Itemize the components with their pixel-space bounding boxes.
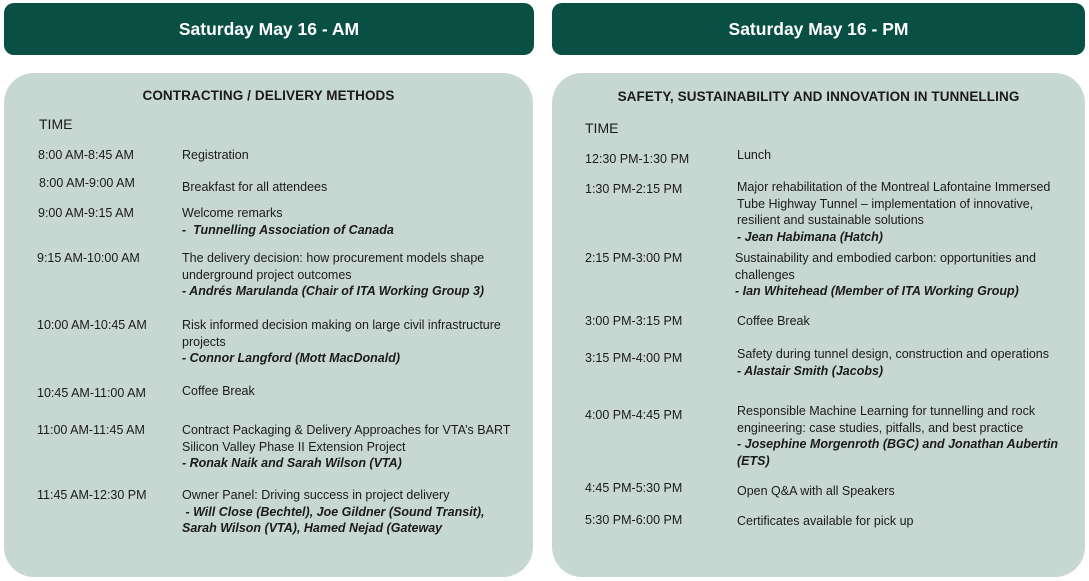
session-time: 11:45 AM-12:30 PM — [37, 488, 147, 502]
session-details — [182, 250, 522, 300]
session-time: 11:00 AM-11:45 AM — [37, 423, 145, 437]
session-details — [182, 317, 522, 367]
session-speaker: - Josephine Morgenroth (BGC) and Jonathan Aubertin (ETS) — [737, 437, 1059, 468]
session-description: Contract Packaging & Delivery Approaches for VTA’s BART Silicon Valley Phase II Extension Project — [182, 423, 511, 454]
session-speaker: - Ronak Naik and Sarah Wilson (VTA) — [182, 456, 402, 470]
session-description: Safety during tunnel design, construction and operations — [737, 347, 1050, 361]
session-description: Open Q&A with all Speakers — [737, 484, 895, 498]
session-time: 3:00 PM-3:15 PM — [585, 314, 683, 328]
session-description: Sustainability and embodied carbon: opportunities and challenges — [735, 251, 1036, 282]
pm-section-title: SAFETY, SUSTAINABILITY AND INNOVATION IN TUNNELLING — [617, 89, 1020, 104]
session-details — [182, 422, 522, 472]
session-details — [735, 250, 1070, 300]
session-description: Certificates available for pick up — [737, 514, 914, 528]
session-time: 5:30 PM-6:00 PM — [585, 513, 683, 527]
session-time: 10:00 AM-10:45 AM — [37, 318, 147, 332]
session-description: Coffee Break — [182, 384, 255, 398]
session-time: 8:00 AM-8:45 AM — [38, 148, 134, 162]
session-time: 9:00 AM-9:15 AM — [38, 206, 134, 220]
session-time: 4:00 PM-4:45 PM — [585, 408, 683, 422]
am-header: Saturday May 16 - AM — [4, 3, 534, 55]
session-description: Lunch — [737, 148, 772, 162]
session-description: The delivery decision: how procurement models shape underground project outcomes — [182, 251, 485, 282]
session-description: Coffee Break — [737, 314, 810, 328]
session-speaker: - Tunnelling Association of Canada — [182, 222, 394, 237]
session-description: Major rehabilitation of the Montreal Lafontaine Immersed Tube Highway Tunnel – implementation of innovative, resilient and sustainable solutions — [737, 180, 1051, 227]
session-time: 10:45 AM-11:00 AM — [37, 386, 146, 400]
session-description: Registration — [182, 148, 249, 162]
session-details — [737, 179, 1072, 245]
session-time: 12:30 PM-1:30 PM — [585, 152, 690, 166]
session-description: Risk informed decision making on large civil infrastructure projects — [182, 318, 501, 349]
session-description: Owner Panel: Driving success in project delivery — [182, 488, 450, 502]
session-description: Breakfast for all attendees — [182, 180, 328, 194]
am-schedule-card — [4, 73, 533, 577]
session-speaker: - Andrés Marulanda (Chair of ITA Working Group 3) — [182, 284, 485, 298]
session-time: 3:15 PM-4:00 PM — [585, 351, 683, 365]
session-time: 1:30 PM-2:15 PM — [585, 182, 683, 196]
session-speaker: - Connor Langford (Mott MacDonald) — [182, 351, 401, 365]
session-time: 2:15 PM-3:00 PM — [585, 251, 683, 265]
session-details — [182, 205, 522, 238]
session-speaker: - Jean Habimana (Hatch) — [737, 229, 883, 244]
pm-schedule-card — [552, 73, 1085, 577]
session-time: 4:45 PM-5:30 PM — [585, 481, 683, 495]
session-speaker: - Will Close (Bechtel), Joe Gildner (Sound Transit), Sarah Wilson (VTA), Hamed Nejad (Gateway — [182, 504, 488, 535]
am-section-title: CONTRACTING / DELIVERY METHODS — [142, 88, 395, 103]
am-time-column-header: TIME — [39, 116, 73, 132]
session-description: Responsible Machine Learning for tunnelling and rock engineering: case studies, pitfalls, and best practice — [737, 404, 1036, 435]
session-details — [737, 346, 1072, 379]
session-speaker: - Ian Whitehead (Member of ITA Working Group) — [735, 284, 1019, 298]
session-speaker: - Alastair Smith (Jacobs) — [737, 363, 884, 378]
session-time: 9:15 AM-10:00 AM — [37, 251, 140, 265]
session-time: 8:00 AM-9:00 AM — [39, 176, 135, 190]
pm-header: Saturday May 16 - PM — [552, 3, 1085, 55]
session-details — [182, 487, 522, 537]
session-description: Welcome remarks — [182, 206, 283, 220]
session-details — [737, 403, 1072, 469]
pm-time-column-header: TIME — [585, 120, 619, 136]
